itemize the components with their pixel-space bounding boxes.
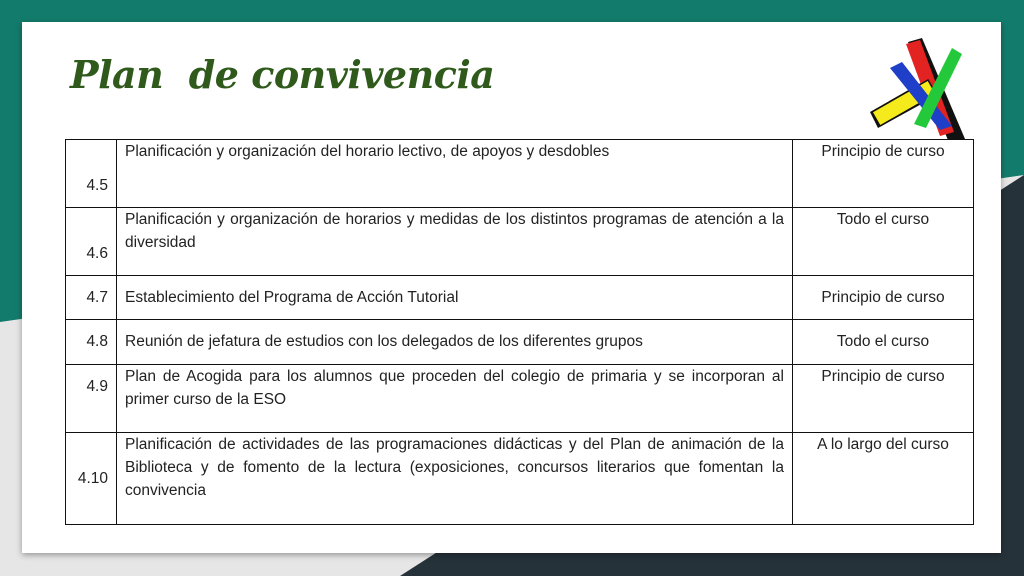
colored-letter-a-logo-icon (848, 36, 972, 140)
table-row (66, 365, 974, 433)
row-timing: Principio de curso (793, 140, 974, 208)
row-activity: Planificación de actividades de las programaciones didácticas y del Plan de animación de la Biblioteca y de fomento de la lectura (exposiciones, concursos literarios que fomentan la convivencia (117, 433, 793, 525)
table-row (66, 433, 974, 525)
table-row (66, 320, 974, 365)
row-activity: Reunión de jefatura de estudios con los delegados de los diferentes grupos (117, 320, 793, 365)
row-activity: Planificación y organización del horario lectivo, de apoyos y desdobles (117, 140, 793, 208)
convivencia-table (65, 139, 974, 525)
slide-title: Plan de convivencia (70, 52, 495, 97)
row-timing: Principio de curso (793, 276, 974, 320)
row-number: 4.6 (66, 208, 117, 276)
table-row (66, 140, 974, 208)
table-row (66, 276, 974, 320)
row-activity: Establecimiento del Programa de Acción Tutorial (117, 276, 793, 320)
row-number: 4.5 (66, 140, 117, 208)
table-row (66, 208, 974, 276)
row-activity: Planificación y organización de horarios y medidas de los distintos programas de atención a la diversidad (117, 208, 793, 276)
row-number: 4.7 (66, 276, 117, 320)
row-number: 4.8 (66, 320, 117, 365)
slide-card (22, 22, 1001, 553)
row-timing: Principio de curso (793, 365, 974, 433)
row-number: 4.10 (66, 433, 117, 525)
row-timing: A lo largo del curso (793, 433, 974, 525)
row-timing: Todo el curso (793, 208, 974, 276)
row-number: 4.9 (66, 365, 117, 433)
row-activity: Plan de Acogida para los alumnos que proceden del colegio de primaria y se incorporan al primer curso de la ESO (117, 365, 793, 433)
row-timing: Todo el curso (793, 320, 974, 365)
